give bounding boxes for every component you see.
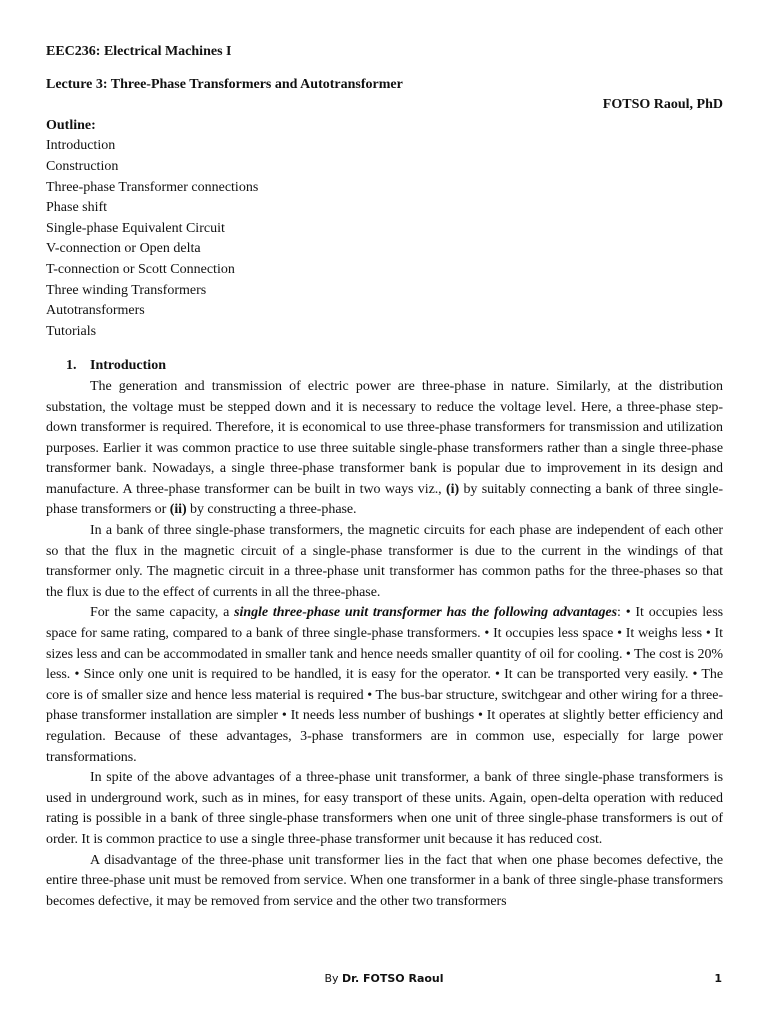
outline-item: Autotransformers	[46, 303, 145, 319]
lecture-title: Lecture 3: Three-Phase Transformers and Autotransformer	[46, 76, 403, 92]
outline-item: Phase shift	[46, 200, 108, 216]
paragraph-1-bold-i: (i)	[446, 481, 460, 497]
paragraph-1-bold-ii: (ii)	[169, 502, 187, 518]
paragraph-1-text-c: by suitably connecting a bank of three single-phase transformers or	[46, 481, 723, 518]
outline-item: Single-phase Equivalent Circuit	[46, 220, 225, 236]
course-title: EEC236: Electrical Machines I	[46, 44, 232, 59]
section-number: 1.	[66, 358, 77, 374]
paragraph-3-text-b: : • It occupies less space for same rating, compared to a bank of three single-phase transformers. • It occupies less space • It weighs less • It sizes less and can be accommodated in smaller tank and hence needs smaller quantity of oil for cooling. • The cost is 20% less. • Since only one unit is required to be handled, it is easy for the operator. • It can be transported very easily. • The core is of smaller size and hence less material is required • The bus-bar structure, switchgear and other wiring for a three-phase transformer installation are simpler • It needs less number of bushings • It operates at slightly better efficiency and regulation. Because of these advantages, 3-phase transformers are in common use, especially for large power transformations.	[46, 605, 724, 765]
paragraph-2: In a bank of three single-phase transformers, the magnetic circuits for each phase are independent of each other so that the flux in the magnetic circuit of a single-phase transformer is due to the current in the windings of that transformer only. The magnetic circuit in a three-phase unit transformer has common paths for the three-phases so that the flux is due to the effect of currents in all the three-phase.	[46, 523, 723, 600]
paragraph-5: A disadvantage of the three-phase unit transformer lies in the fact that when one phase becomes defective, the entire three-phase unit must be removed from service. When one transformer in a bank of three single-phase transformers becomes defective, it may be removed from service and the other two transformers	[46, 852, 723, 909]
section-heading	[46, 356, 723, 377]
footer-author	[0, 972, 768, 985]
outline-item: V-connection or Open delta	[46, 241, 201, 257]
outline-item: Construction	[46, 158, 119, 174]
author-name: FOTSO Raoul, PhD	[602, 97, 723, 113]
footer-by-prefix: By	[324, 972, 343, 985]
outline-title: Outline:	[46, 117, 96, 133]
paragraph-3	[46, 603, 723, 768]
page-content	[46, 42, 723, 912]
paragraph-4: In spite of the above advantages of a three-phase unit transformer, a bank of three single-phase transformers is used in underground work, such as in mines, for easy transport of these units. Again, open-delta operation with reduced rating is possible in a bank of three single-phase transformers when one unit of three single-phase transformers is out of order. It is common practice to use a single three-phase transformer unit because it has reduced cost.	[46, 770, 723, 847]
paragraph-1-text-d: by constructing a three-phase.	[186, 502, 357, 518]
paragraph-3-emphasis: single three-phase unit transformer has the following advantages	[234, 605, 617, 621]
outline-item: Three-phase Transformer connections	[46, 179, 259, 195]
page-footer	[0, 972, 768, 992]
page-number: 1	[714, 972, 722, 985]
paragraph-1-text-a: The generation and transmission of electric power are three-phase in nature. Similarly, at the distribution substation, the voltage must be stepped down and it is necessary to reduce the voltage level. Here, a three-phase step-down transformer is required. Therefore, it is economical to use three-phase transformers for transmission and utilization purposes. Earlier it was common practice to use three suitable single-phase transformers rather than a single three-phase transformer bank. Nowadays, a single three-phase transformer bank is popular due to improvement in its design and manufacture. A three-phase transformer can be built in two ways viz.,	[46, 378, 723, 497]
paragraph-1	[46, 377, 723, 521]
outline-list	[46, 136, 723, 342]
outline-item: Introduction	[46, 138, 116, 154]
paragraph-3-text-a: For the same capacity, a	[90, 605, 235, 621]
footer-by-name: Dr. FOTSO Raoul	[342, 972, 444, 985]
section-title: Introduction	[90, 358, 166, 374]
outline-item: Three winding Transformers	[46, 282, 207, 298]
outline-item: T-connection or Scott Connection	[46, 261, 235, 277]
outline-item: Tutorials	[46, 323, 97, 339]
